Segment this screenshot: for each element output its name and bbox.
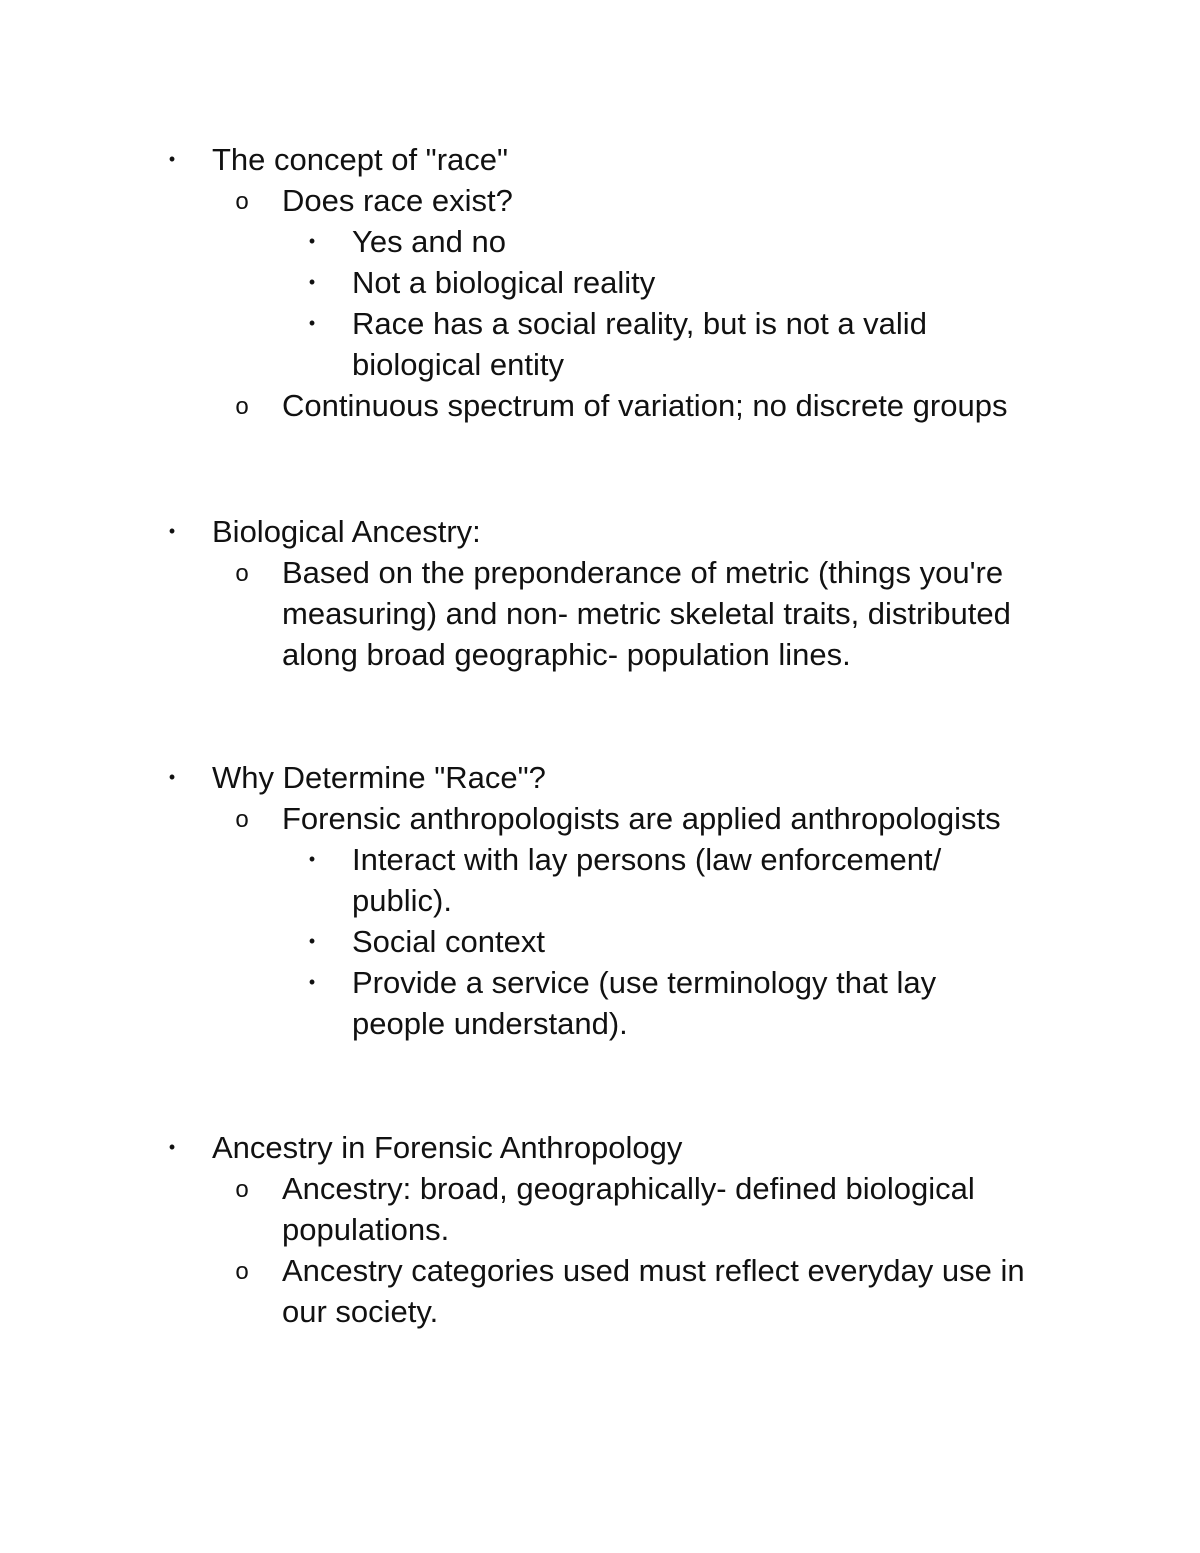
bullet-marker: • bbox=[308, 849, 316, 869]
list-item-text: Social context bbox=[352, 924, 545, 959]
list-item-text: Does race exist? bbox=[282, 183, 513, 218]
outline-section bbox=[0, 757, 1200, 1044]
circle-marker: o bbox=[235, 393, 249, 420]
list-item-text: Provide a service (use terminology that lay people understand). bbox=[352, 965, 937, 1041]
list-item-text: Ancestry: broad, geographically- defined biological populations. bbox=[282, 1171, 975, 1247]
list-item-text: Ancestry categories used must reflect everyday use in our society. bbox=[282, 1253, 1025, 1329]
bullet-marker: • bbox=[308, 272, 316, 292]
list-item-text: Interact with lay persons (law enforcement/ public). bbox=[352, 842, 942, 918]
list-item bbox=[0, 1127, 1200, 1168]
bullet-marker: • bbox=[308, 972, 316, 992]
list-item bbox=[0, 221, 1200, 262]
list-item bbox=[0, 962, 1200, 1044]
bullet-marker: • bbox=[168, 149, 176, 169]
list-item-text: Forensic anthropologists are applied anthropologists bbox=[282, 801, 1001, 836]
list-item-text: Yes and no bbox=[352, 224, 507, 259]
bullet-marker: • bbox=[168, 767, 176, 787]
bullet-marker: • bbox=[308, 231, 316, 251]
list-item bbox=[0, 1250, 1200, 1332]
list-item bbox=[0, 385, 1200, 426]
circle-marker: o bbox=[235, 560, 249, 587]
list-item bbox=[0, 303, 1200, 385]
outline-section bbox=[0, 139, 1200, 426]
bullet-marker: • bbox=[308, 931, 316, 951]
section-heading: Ancestry in Forensic Anthropology bbox=[212, 1130, 683, 1165]
list-item bbox=[0, 1168, 1200, 1250]
circle-marker: o bbox=[235, 188, 249, 215]
list-item bbox=[0, 757, 1200, 798]
outline-section bbox=[0, 511, 1200, 675]
outline-section bbox=[0, 1127, 1200, 1332]
section-heading: The concept of "race" bbox=[212, 142, 508, 177]
list-item-text: Continuous spectrum of variation; no discrete groups bbox=[282, 388, 1008, 423]
list-item-text: Based on the preponderance of metric (things you're measuring) and non- metric skeletal traits, distributed along broad geographic- population lines. bbox=[282, 555, 1011, 672]
list-item-text: Not a biological reality bbox=[352, 265, 656, 300]
circle-marker: o bbox=[235, 1176, 249, 1203]
section-heading: Biological Ancestry: bbox=[212, 514, 481, 549]
list-item bbox=[0, 798, 1200, 839]
bullet-marker: • bbox=[168, 521, 176, 541]
list-item bbox=[0, 180, 1200, 221]
bullet-marker: • bbox=[308, 313, 316, 333]
list-item bbox=[0, 511, 1200, 552]
list-item bbox=[0, 921, 1200, 962]
list-item bbox=[0, 552, 1200, 675]
circle-marker: o bbox=[235, 806, 249, 833]
section-heading: Why Determine "Race"? bbox=[212, 760, 546, 795]
list-item bbox=[0, 839, 1200, 921]
circle-marker: o bbox=[235, 1258, 249, 1285]
list-item bbox=[0, 139, 1200, 180]
list-item-text: Race has a social reality, but is not a valid biological entity bbox=[352, 306, 927, 382]
bullet-marker: • bbox=[168, 1137, 176, 1157]
list-item bbox=[0, 262, 1200, 303]
